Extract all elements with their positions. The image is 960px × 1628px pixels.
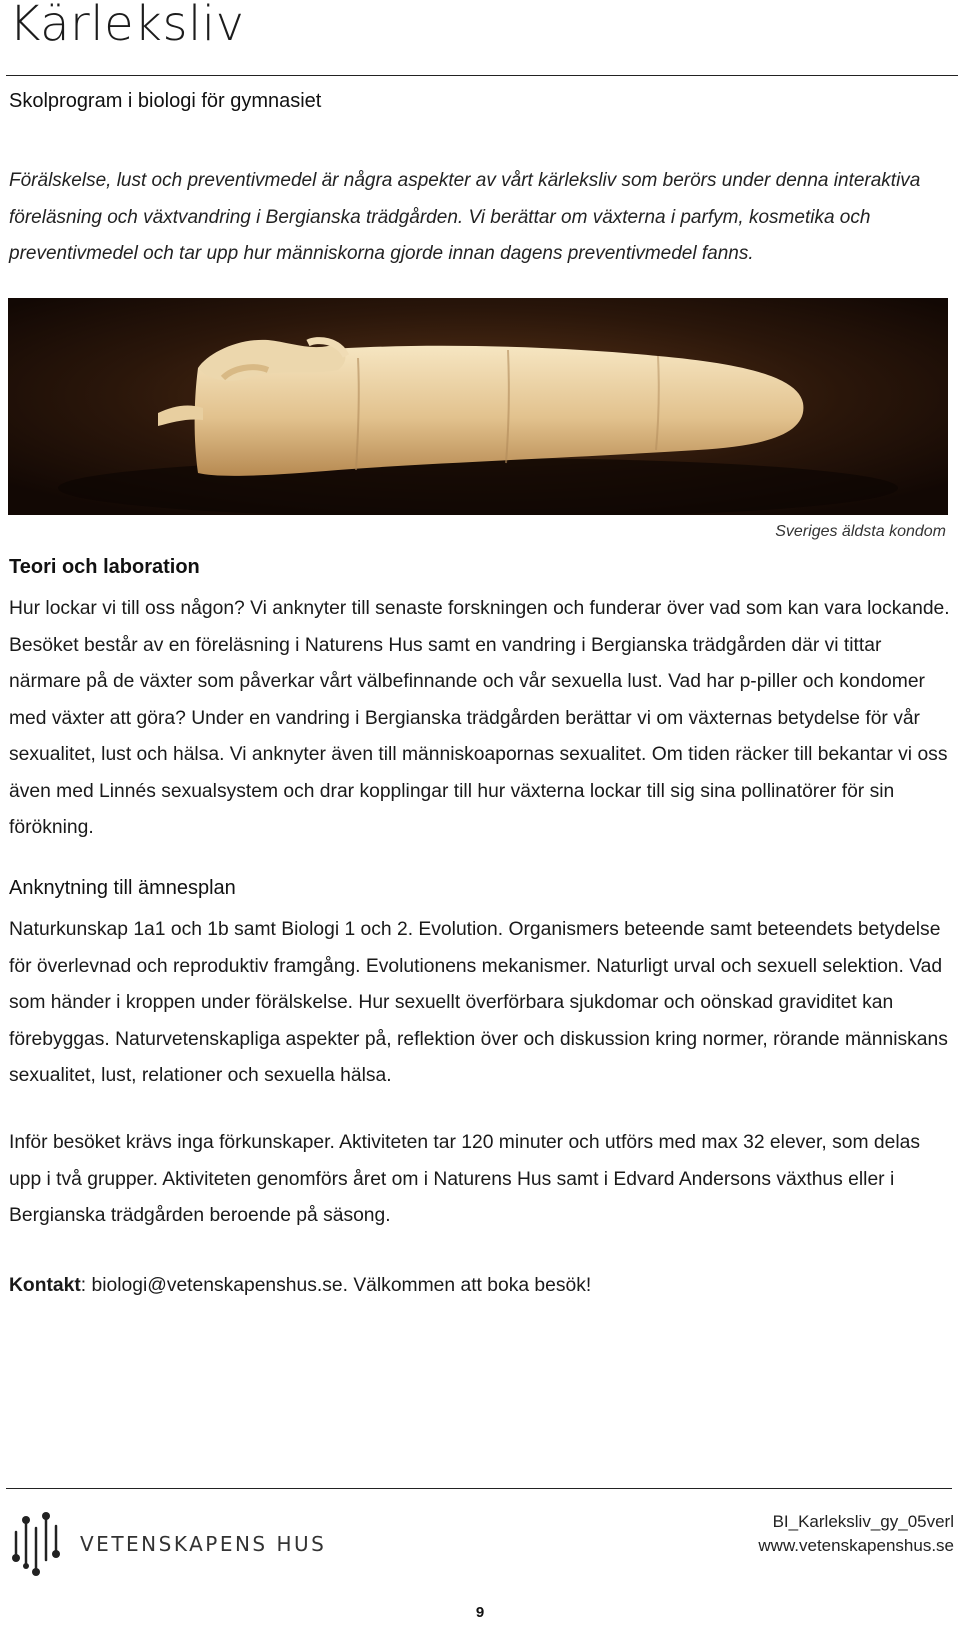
footer-meta [758,1510,954,1558]
page-subtitle: Skolprogram i biologi för gymnasiet [9,90,322,112]
section-heading-teori: Teori och laboration [9,556,200,578]
contact-paragraph [9,1268,955,1305]
intro-paragraph: Förälskelse, lust och preventivmedel är några aspekter av vårt kärleksliv som berörs under denna interaktiva föreläsning och växtvandring i Bergianska trädgården. Vi berättar om växterna i parfym, kosmetika och preventivmedel och tar upp hur människorna gjorde innan dagens preventivmedel fanns. [9,170,921,264]
footer-divider [6,1488,952,1489]
website-link[interactable]: www.vetenskapenshus.se [758,1536,954,1555]
condom-photo [8,298,948,515]
page-title: Kärleksliv [9,0,245,52]
image-caption: Sveriges äldsta kondom [775,523,946,540]
contact-lead: Kontakt [9,1275,81,1296]
visit-paragraph [9,1125,955,1235]
document-id: BI_Karleksliv_gy_05verl [772,1512,954,1531]
section-text-teori: Hur lockar vi till oss någon? Vi anknyter till senaste forskningen och funderar över vad som kan vara lockande. Besöket består av en föreläsning i Naturens Hus samt en vandring i Bergianska trädgården där vi tittar närmare på de växter som påverkar vårt välbefinnande och vår sexuella lust. Vad har p-piller och kondomer med växter att göra? Under en vandring i Bergianska trädgården berättar vi om växternas betydelse för vår sexualitet, lust och hälsa. Vi anknyter även till människoapornas sexualitet. Om tiden räcker till bekantar vi oss även med Linnés sexualsystem och drar kopplingar till hur växterna lockar till sig sina pollinatörer för sin förökning. [9,598,950,838]
contact-text: : biologi@vetenskapenshus.se. Välkommen att boka besök! [80,1275,592,1296]
logo-wordmark: VETENSKAPENS HUS [80,1532,327,1556]
visit-lead: Inför besöket [9,1132,121,1153]
logo-mark-icon [10,1510,66,1578]
footer-logo [10,1510,326,1578]
visit-text: krävs inga förkunskaper. Aktiviteten tar 120 minuter och utförs med max 32 elever, som delas upp i två grupper. Aktiviteten genomförs året om i Naturens Hus samt i Edvard Andersons växthus eller i Bergianska trädgården beroende på säsong. [9,1132,920,1226]
title-divider [6,75,958,76]
section-text-amnesplan: Naturkunskap 1a1 och 1b samt Biologi 1 och 2. Evolution. Organismers beteende samt beteendets betydelse för överlevnad och reproduktiv framgång. Evolutionens mekanismer. Naturligt urval och sexuell selektion. Vad som händer i kroppen under förälskelse. Hur sexuellt överförbara sjukdomar och oönskad graviditet kan förebyggas. Naturvetenskapliga aspekter på, reflektion över och diskussion kring normer, rörande människans sexualitet, lust, relationer och sexuella hälsa. [9,919,948,1086]
page-number: 9 [475,1604,485,1621]
section-heading-amnesplan: Anknytning till ämnesplan [9,877,236,899]
